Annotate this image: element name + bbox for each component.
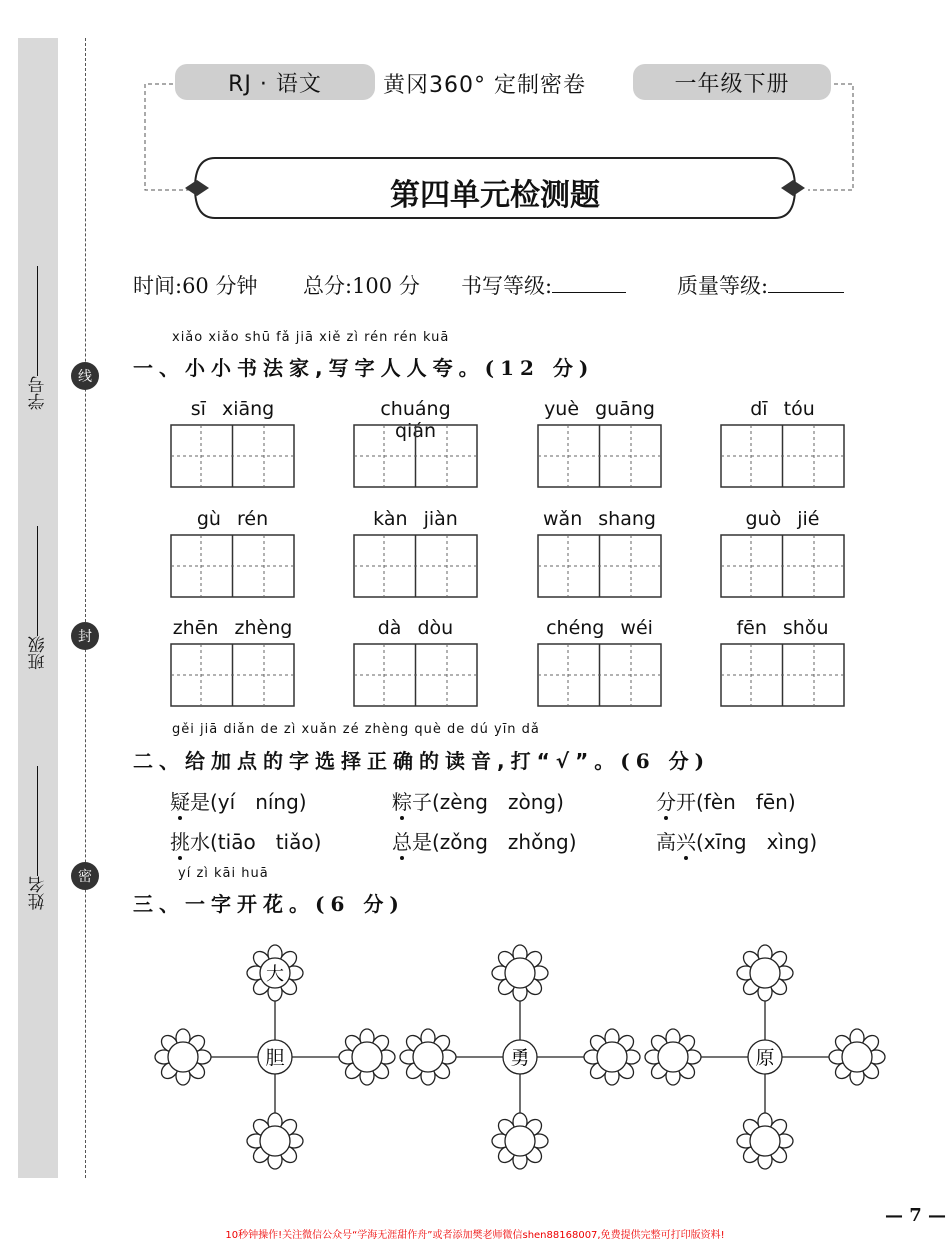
word-pinyin: yuè guāng	[544, 398, 655, 420]
reading-choice[interactable]: 粽子(zèng zòng)	[392, 790, 564, 814]
flower-diagram	[150, 935, 890, 1180]
flower-bottom[interactable]	[492, 1113, 548, 1169]
reading-choice[interactable]: 分开(fèn fēn)	[656, 790, 796, 814]
q2-pinyin: gěi jiā diǎn de zì xuǎn zé zhèng què de dú yīn dǎ	[172, 722, 540, 737]
reading-choice[interactable]: 总是(zǒng zhǒng)	[392, 830, 577, 854]
q1-heading: 一、小小书法家,写字人人夸。(12 分)	[133, 356, 595, 380]
page-title: 第四单元检测题	[390, 178, 600, 213]
flower-top[interactable]	[737, 945, 793, 1001]
q3-pinyin: yí zì kāi huā	[178, 866, 269, 881]
word-pinyin: gù rén	[196, 508, 269, 530]
quality-grade: 质量等级:	[677, 270, 844, 300]
cut-line	[85, 38, 86, 1178]
class-label: 班级	[24, 520, 52, 670]
reading-choice[interactable]: 挑水(tiāo tiǎo)	[170, 830, 322, 854]
word-pinyin: guò jié	[745, 508, 820, 530]
flower-left[interactable]	[645, 1029, 701, 1085]
flower-right[interactable]	[829, 1029, 885, 1085]
word-pinyin: chuáng qián	[380, 398, 451, 442]
writing-grid[interactable]	[353, 424, 478, 488]
name-label: 姓名	[24, 760, 52, 910]
writing-grid[interactable]	[353, 534, 478, 598]
center-char: 胆	[265, 1047, 285, 1069]
writing-grid[interactable]	[170, 643, 295, 707]
word-pinyin: wǎn shang	[543, 508, 656, 530]
writing-grid[interactable]	[720, 643, 845, 707]
flower-bottom[interactable]	[247, 1113, 303, 1169]
word-pinyin: sī xiāng	[190, 398, 275, 420]
word-pinyin: zhēn zhèng	[172, 617, 293, 639]
top-char: 大	[266, 964, 284, 985]
word-pinyin: dà dòu	[377, 617, 454, 639]
seal-xian: 线	[71, 362, 99, 390]
writing-grid[interactable]	[537, 643, 662, 707]
score-info: 总分:100 分	[303, 274, 420, 298]
writing-grid[interactable]	[720, 424, 845, 488]
q3-heading: 三、一字开花。(6 分)	[133, 892, 405, 916]
subject-pill: RJ · 语文	[175, 64, 375, 100]
flower-right[interactable]	[339, 1029, 395, 1085]
q1-pinyin: xiǎo xiǎo shū fǎ jiā xiě zì rén rén kuā	[172, 330, 450, 345]
word-pinyin: kàn jiàn	[373, 508, 458, 530]
center-char: 勇	[510, 1047, 530, 1069]
writing-grid[interactable]	[537, 534, 662, 598]
reading-choice[interactable]: 疑是(yí níng)	[170, 790, 307, 814]
series-title: 黄冈360° 定制密卷	[383, 73, 586, 98]
word-pinyin: chéng wéi	[546, 617, 653, 639]
flower-left[interactable]	[155, 1029, 211, 1085]
word-pinyin: fēn shǒu	[736, 617, 829, 639]
reading-choice[interactable]: 高兴(xīng xìng)	[656, 830, 818, 854]
center-char: 原	[755, 1047, 775, 1069]
footer-note: 10秒钟操作!关注微信公众号“学海无涯甜作舟”或者添加樊老师微信shen88168007,免费提供完整可打印版资料!	[225, 1230, 725, 1241]
flower-right[interactable]	[584, 1029, 640, 1085]
writing-grid[interactable]	[353, 643, 478, 707]
writing-grid[interactable]	[170, 424, 295, 488]
writing-grid[interactable]	[170, 534, 295, 598]
time-info: 时间:60 分钟	[133, 274, 258, 298]
writing-grade: 书写等级:	[461, 270, 626, 300]
id-label: 学号	[24, 260, 52, 410]
q2-heading: 二、给加点的字选择正确的读音,打“√”。(6 分)	[133, 749, 711, 773]
writing-grid[interactable]	[720, 534, 845, 598]
flower-left[interactable]	[400, 1029, 456, 1085]
seal-mi: 密	[71, 862, 99, 890]
grade-pill: 一年级下册	[633, 64, 831, 100]
seal-feng: 封	[71, 622, 99, 650]
word-pinyin: dī tóu	[750, 398, 815, 420]
page-number: — 7 —	[885, 1205, 947, 1226]
flower-top[interactable]	[492, 945, 548, 1001]
writing-grid[interactable]	[537, 424, 662, 488]
flower-bottom[interactable]	[737, 1113, 793, 1169]
